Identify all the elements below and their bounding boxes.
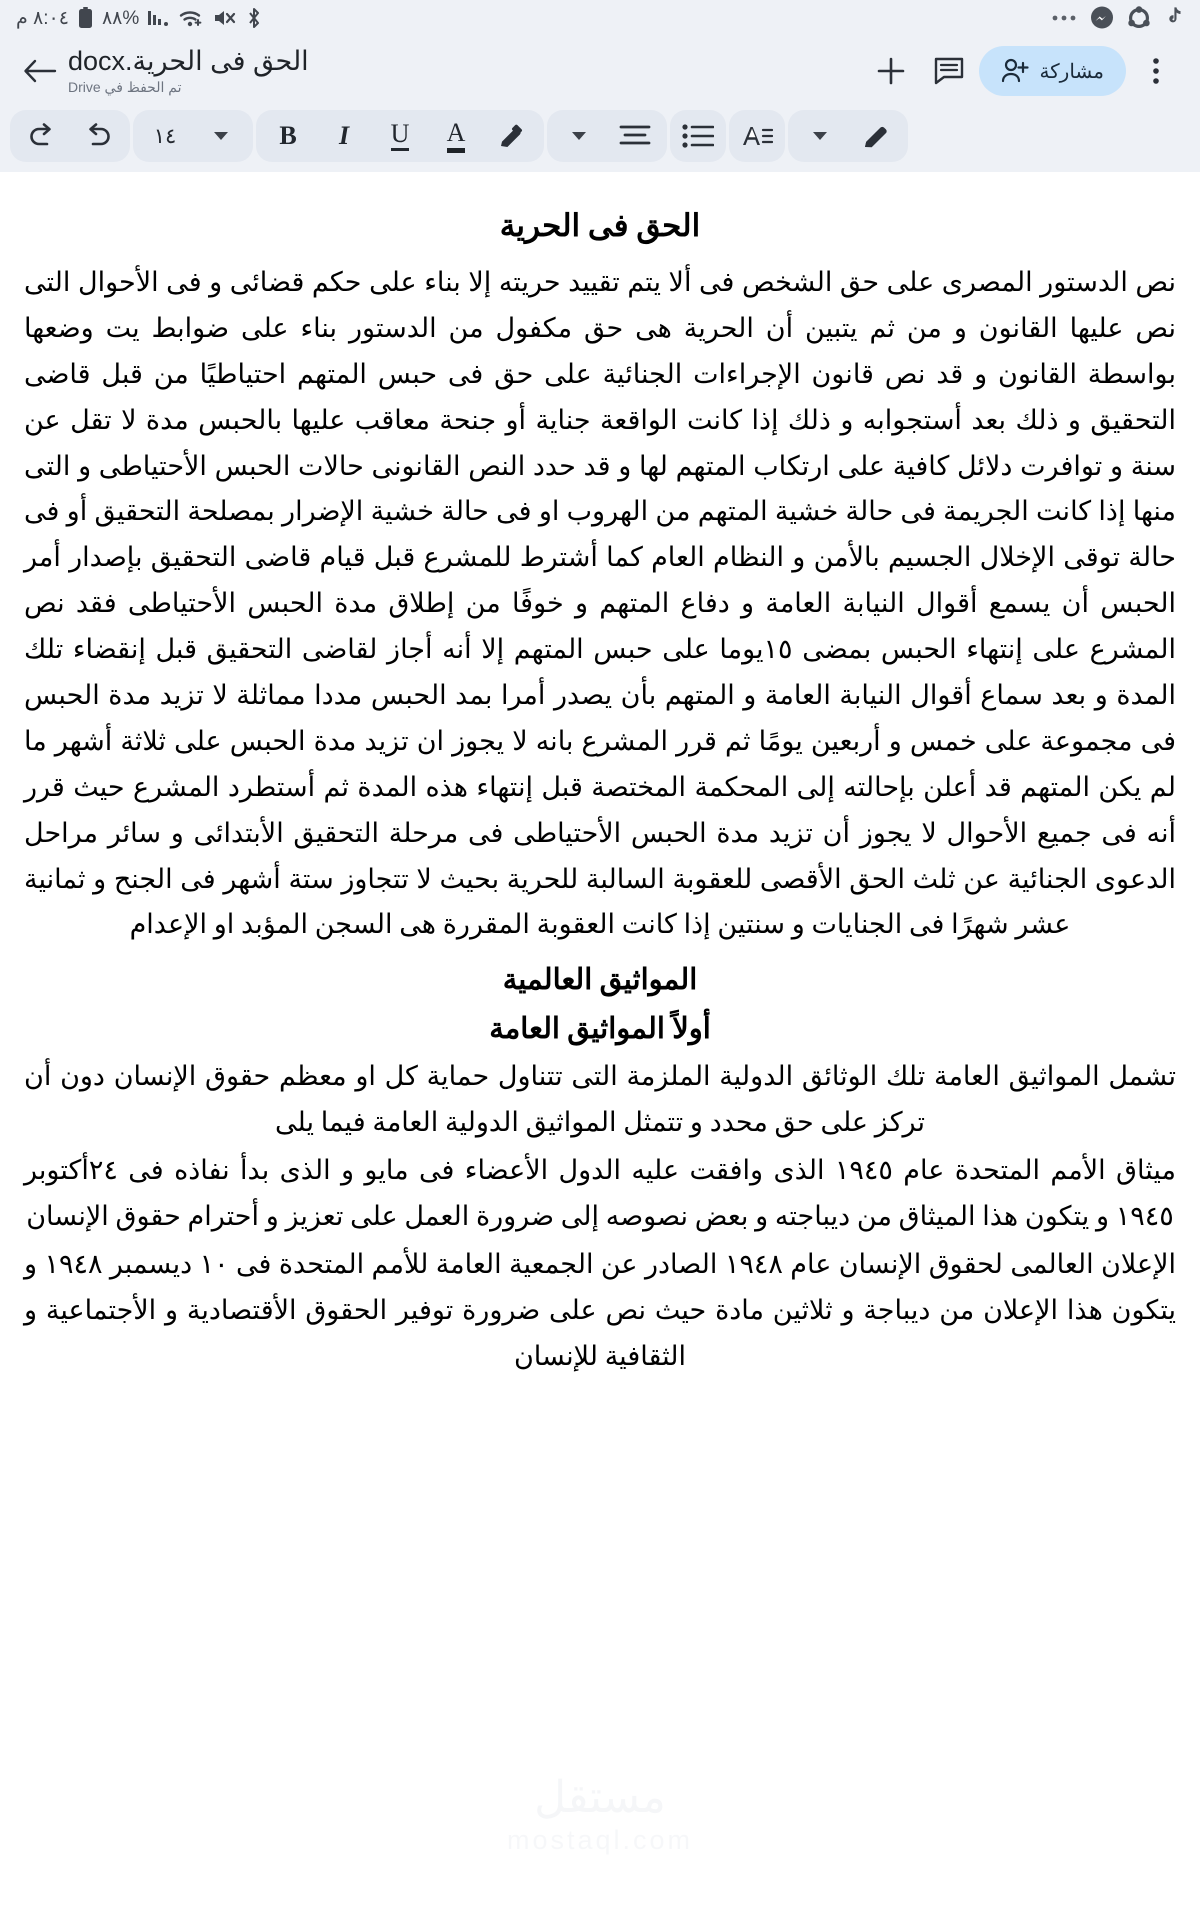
document-paragraph-2: تشمل المواثيق العامة تلك الوثائق الدولية الملزمة التى تتناول حماية كل او معظم حقوق الإنسان دون أن تركز على حق محدد و تتمثل المواثيق الدولية العامة فيما يلى	[24, 1061, 1176, 1138]
chevron-down-icon	[572, 132, 586, 140]
text-color-button[interactable]	[428, 110, 484, 162]
underline-label: U	[391, 121, 410, 151]
overflow-menu-button[interactable]	[1128, 43, 1184, 99]
italic-button[interactable]	[316, 110, 372, 162]
shareit-icon	[1127, 6, 1151, 30]
font-size-dropdown-button[interactable]	[193, 110, 249, 162]
align-center-button[interactable]	[607, 110, 663, 162]
bold-label: B	[279, 121, 297, 150]
status-bar	[0, 0, 1200, 36]
status-bar-left	[16, 7, 262, 30]
document-title-block[interactable]	[68, 46, 853, 96]
save-status-label: تم الحفظ في Drive	[68, 79, 182, 96]
document-heading-3: أولاً المواثيق العامة	[489, 1013, 711, 1046]
document-body[interactable]	[0, 172, 1200, 1380]
mute-icon	[213, 8, 237, 28]
redo-button[interactable]	[14, 110, 70, 162]
align-options-button[interactable]	[551, 110, 607, 162]
bold-button[interactable]	[260, 110, 316, 162]
pen-button[interactable]	[848, 110, 904, 162]
share-button[interactable]	[979, 46, 1126, 96]
format-toolbar	[0, 106, 1200, 172]
back-button[interactable]	[12, 43, 68, 99]
document-paragraph-3: ميثاق الأمم المتحدة عام ١٩٤٥ الذى وافقت عليه الدول الأعضاء فى مايو و الذى بدأ نفاذه فى ٢٤أكتوبر ١٩٤٥ و يتكون هذا الميثاق من ديباجته و بعض نصوصه إلى ضرورة العمل على تعزيز و أحترام حقوق الإنسان	[24, 1155, 1176, 1232]
pen-tool-group	[788, 110, 908, 162]
battery-percent: ٨٨%	[101, 7, 140, 29]
document-canvas[interactable]	[0, 172, 1200, 1920]
signal-bars-icon	[148, 8, 170, 28]
pen-options-button[interactable]	[792, 110, 848, 162]
text-color-label: A	[447, 120, 466, 153]
highlight-button[interactable]	[484, 110, 540, 162]
bulleted-list-button[interactable]	[670, 110, 726, 162]
text-format-group	[256, 110, 544, 162]
document-paragraph-1: نص الدستور المصرى على حق الشخص فى ألا يتم تقييد حريته إلا بناء على حكم قضائى و فى الأحوال التى نص عليها القانون و من ثم يتبين أن الحرية هى حق مكفول من الدستور بناء على ضوابط يت وضعها بواسطة القانون و قد نص قانون الإجراءات الجنائية على حق فى حبس المتهم احتياطيًا من قبل قاضى التحقيق و ذلك بعد أستجوابه و ذلك إذا كانت الواقعة جناية أو جنحة معاقب عليها بالحبس مدة لا تقل عن سنة و توافرت دلائل كافية على ارتكاب المتهم لها و قد حدد النص القانونى حالات الحبس الأحتياطى و التى منها إذا كانت الجريمة فى حالة خشية المتهم من الهروب او فى حالة خشية الإضرار بمصلحة التحقيق أو فى حالة توقى الإخلال الجسيم بالأمن و النظام العام كما أشترط للمشرع قبل قيام قاضى التحقيق بإصدار أمر الحبس أن يسمع أقوال النيابة العامة و دفاع المتهم و خوفًا من إطلاق مدة الحبس الأحتياطى فقد نص المشرع على إنتهاء الحبس بمضى ١٥يوما على حبس المتهم إلا أنه أجاز لقاضى التحقيق قبل إنقضاء تلك المدة و بعد سماع أقوال النيابة العامة و المتهم بأن يصدر أمرا بمد الحبس مددا مماثلة لا تزيد مدة الحبس فى مجموعة على خمس و أربعين يومًا ثم قرر المشرع بانه لا يجوز ان تزيد مدة الحبس على ثلاثة أشهر ما لم يكن المتهم قد أعلن بإحالته إلى المحكمة المختصة قبل إنتهاء هذه المدة ثم أستطرد المشرع حيث قرر أنه فى جميع الأحوال لا يجوز أن تزيد مدة الحبس الأحتياطى فى مرحلة التحقيق الأبتدائى و سائر مراحل الدعوى الجنائية عن ثلث الحق الأقصى للعقوبة السالبة للحرية بحيث لا تتجاوز ستة أشهر فى الجنح و ثمانية عشر شهرًا فى الجنايات و سنتين إذا كانت العقوبة المقررة هى السجن المؤبد او الإعدام	[24, 267, 1176, 940]
watermark-latin: mostaql.com	[506, 1825, 694, 1855]
undo-button[interactable]	[70, 110, 126, 162]
font-size-label: ١٤	[153, 124, 177, 148]
wifi-icon	[179, 8, 204, 28]
underline-button[interactable]	[372, 110, 428, 162]
font-size-group	[133, 110, 253, 162]
watermark	[507, 1772, 693, 1856]
chevron-down-icon	[214, 132, 228, 140]
text-style-button[interactable]	[729, 110, 785, 162]
person-add-icon	[1001, 58, 1029, 84]
font-size-value-button[interactable]	[137, 110, 193, 162]
align-group	[547, 110, 667, 162]
app-bar	[0, 36, 1200, 106]
share-button-label: مشاركة	[1039, 60, 1104, 83]
battery-icon	[78, 7, 93, 29]
history-group	[10, 110, 130, 162]
app-bar-actions-right	[12, 43, 68, 99]
bluetooth-icon	[246, 7, 262, 29]
app-bar-actions-left	[863, 43, 1184, 99]
comment-button[interactable]	[921, 43, 977, 99]
status-bar-right	[1051, 6, 1184, 30]
tiktok-icon	[1164, 6, 1184, 30]
messenger-icon	[1090, 6, 1114, 30]
document-heading-2: المواثيق العالمية	[502, 964, 698, 997]
add-button[interactable]	[863, 43, 919, 99]
watermark-arabic: مستقل	[534, 1773, 666, 1822]
status-time: ٨:٠٤ م	[16, 7, 69, 29]
document-paragraph-4: الإعلان العالمى لحقوق الإنسان عام ١٩٤٨ الصادر عن الجمعية العامة للأمم المتحدة فى ١٠ ديسمبر ١٩٤٨ و يتكون هذا الإعلان من ديباجة و ثلاثين مادة حيث نص على ضرورة توفير الحقوق الأقتصادية و الأجتماعية و الثقافية للإنسان	[24, 1248, 1177, 1371]
chevron-down-icon	[813, 132, 827, 140]
document-heading: الحق فى الحرية	[499, 208, 701, 243]
more-dots-icon	[1051, 14, 1077, 22]
italic-label: I	[338, 121, 350, 150]
page-title: الحق فى الحرية.docx	[68, 45, 309, 76]
